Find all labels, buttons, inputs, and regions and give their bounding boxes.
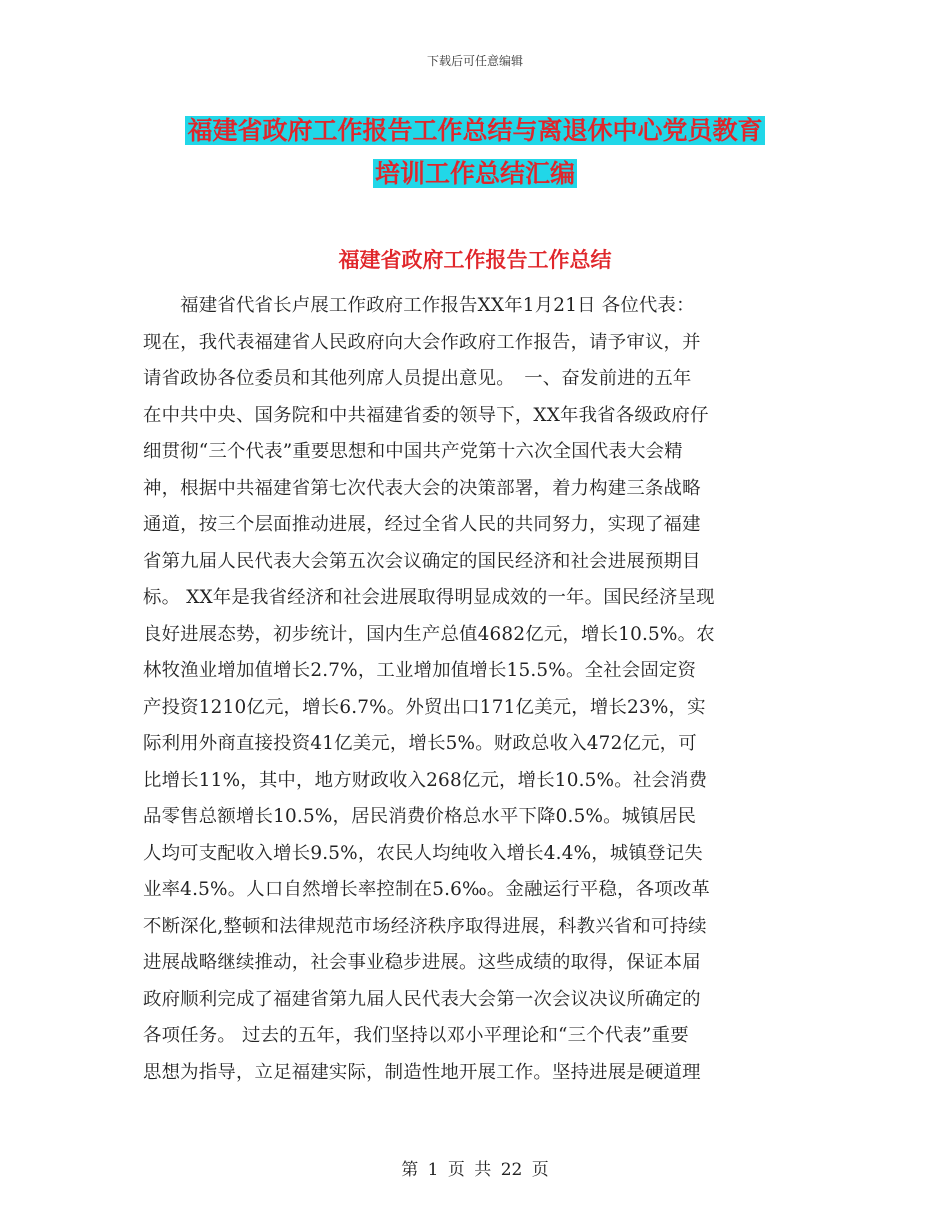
body-line: 良好进展态势，初步统计，国内生产总值4682亿元，增长10.5%。农: [143, 623, 715, 645]
body-line: 思想为指导，立足福建实际，制造性地开展工作。坚持进展是硬道理: [143, 1061, 701, 1083]
body-line: 际利用外商直接投资41亿美元，增长5%。财政总收入472亿元，可: [143, 733, 697, 754]
body-line: 各项任务。 过去的五年，我们坚持以邓小平理论和“三个代表”重要: [143, 1025, 689, 1046]
body-line: 福建省代省长卢展工作政府工作报告XX年1月21日 各位代表：: [143, 295, 695, 316]
body-line: 细贯彻“三个代表”重要思想和中国共产党第十六次全国代表大会精: [143, 441, 683, 462]
section-title: 福建省政府工作报告工作总结: [338, 248, 612, 272]
document-title-text-2: 培训工作总结汇编: [374, 159, 575, 188]
header-note: 下载后可任意编辑: [426, 54, 523, 68]
body-line: 通道，按三个层面推动进展，经过全省人民的共同努力，实现了福建: [143, 514, 701, 535]
body-line: 标。 XX年是我省经济和社会进展取得明显成效的一年。国民经济呈现: [143, 587, 715, 608]
body-line: 现在，我代表福建省人民政府向大会作政府工作报告，请予审议，并: [143, 331, 701, 353]
document-title-line-1: [140, 110, 810, 151]
body-line: 省第九届人民代表大会第五次会议确定的国民经济和社会进展预期目: [143, 550, 701, 572]
body-line: 不断深化,整顿和法律规范市场经济秩序取得进展，科教兴省和可持续: [143, 915, 707, 937]
document-title-text-1: 福建省政府工作报告工作总结与离退休中心党员教育: [187, 116, 763, 145]
body-line: 人均可支配收入增长9.5%，农民人均纯收入增长4.4%，城镇登记失: [143, 842, 703, 864]
body-text: [143, 288, 807, 1091]
body-line: 业率4.5%。人口自然增长率控制在5.6‰。金融运行平稳，各项改革: [143, 879, 711, 900]
body-line: 产投资1210亿元，增长6.7%。外贸出口171亿美元，增长23%，实: [143, 696, 706, 718]
document-title-line-2: [140, 153, 810, 194]
body-line: 神，根据中共福建省第七次代表大会的决策部署，着力构建三条战略: [143, 477, 701, 499]
body-line: 请省政协各位委员和其他列席人员提出意见。 一、奋发前进的五年: [143, 368, 692, 389]
body-line: 政府顺利完成了福建省第九届人民代表大会第一次会议决议所确定的: [143, 988, 701, 1010]
body-line: 在中共中央、国务院和中共福建省委的领导下，XX年我省各级政府仔: [143, 404, 709, 426]
body-line: 进展战略继续推动，社会事业稳步进展。这些成绩的取得，保证本届: [143, 952, 701, 973]
body-line: 品零售总额增长10.5%，居民消费价格总水平下降0.5%。城镇居民: [143, 806, 697, 827]
body-line: 林牧渔业增加值增长2.7%，工业增加值增长15.5%。全社会固定资: [143, 660, 697, 681]
body-line: 比增长11%，其中，地方财政收入268亿元，增长10.5%。社会消费: [143, 769, 708, 791]
page-footer: 第 1 页 共 22 页: [401, 1160, 549, 1180]
